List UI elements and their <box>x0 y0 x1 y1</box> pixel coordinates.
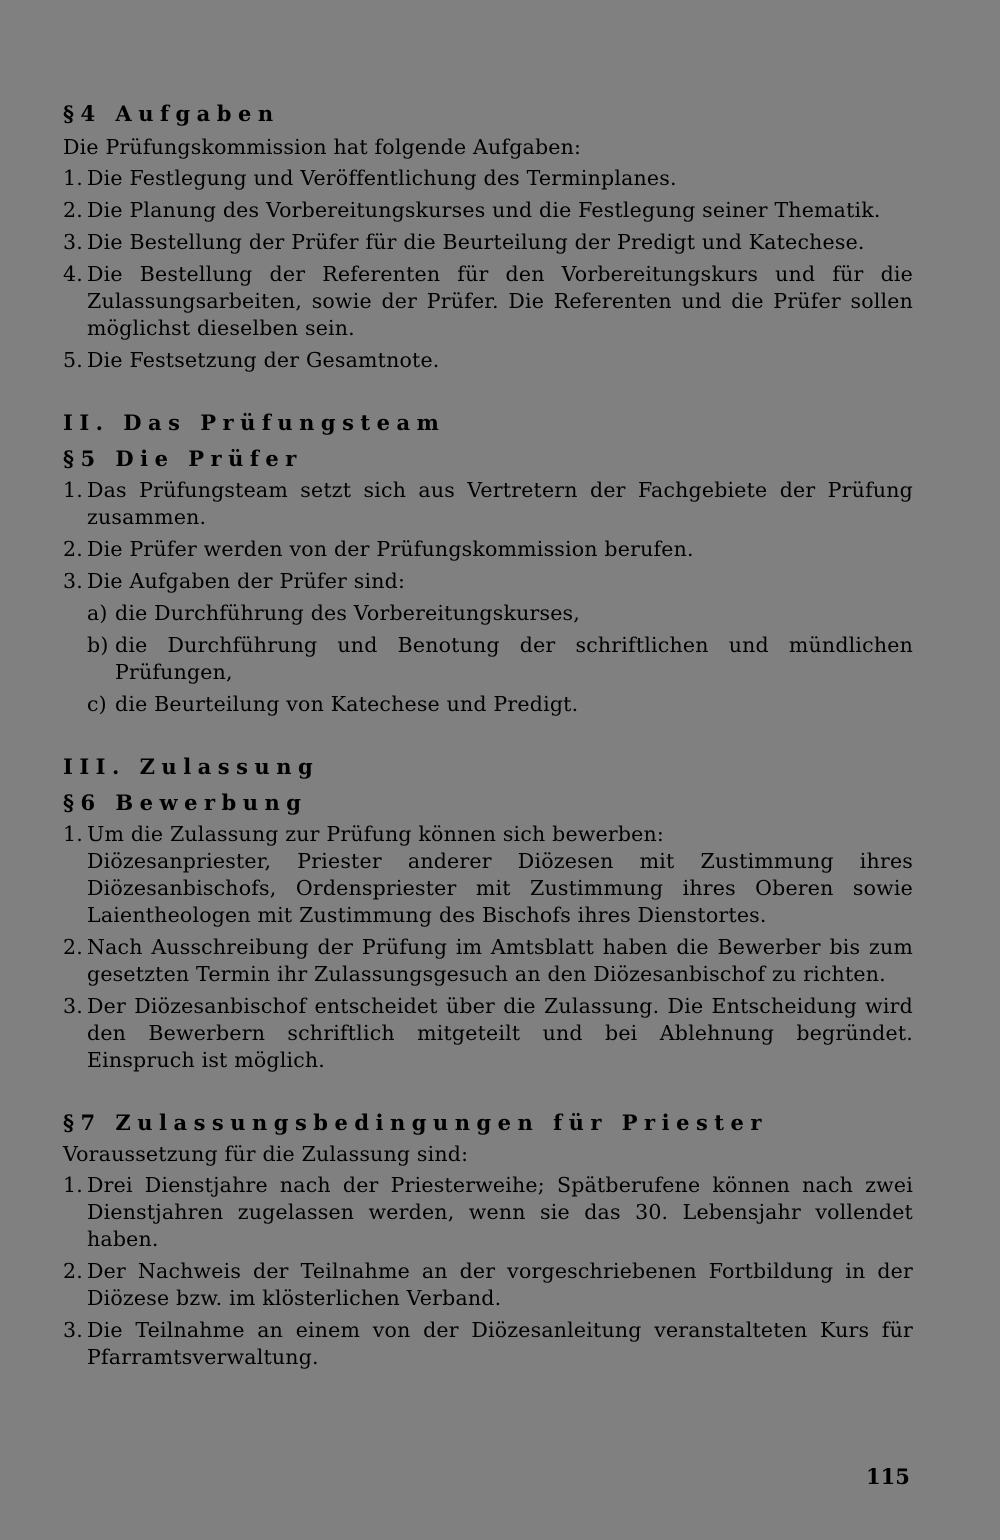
section-heading-s6: §6 Bewerbung <box>63 790 308 815</box>
list-item: 2. Nach Ausschreibung der Prüfung im Amtsblatt haben die Bewerber bis zum gesetzten Termin ihr Zulassungsgesuch an den Diözesanbischof zu richten. <box>63 935 913 986</box>
page-content <box>63 100 913 1376</box>
section-heading-s4: §4 Aufgaben <box>63 101 280 126</box>
page-number: 115 <box>866 1464 910 1489</box>
list-item: 3. Die Teilnahme an einem von der Diözesanleitung veranstalteten Kurs für Pfarramtsverwaltung. <box>63 1318 913 1369</box>
s7-intro: Voraussetzung für die Zulassung sind: <box>63 1142 469 1166</box>
s4-intro: Die Prüfungskommission hat folgende Aufgaben: <box>63 135 582 159</box>
sub-list-item: a) die Durchführung des Vorbereitungskurses, <box>87 601 580 625</box>
list-item: 1. Drei Dienstjahre nach der Priesterweihe; Spätberufene können nach zwei Dienstjahren zugelassen werden, wenn sie das 30. Lebensjahr vollendet haben. <box>63 1173 913 1251</box>
s5-list <box>63 477 913 718</box>
list-item: 1. Die Festlegung und Veröffentlichung des Terminplanes. <box>63 166 677 190</box>
section-heading-s5: §5 Die Prüfer <box>63 446 303 471</box>
s7-list <box>63 1172 913 1371</box>
list-item: 5. Die Festsetzung der Gesamtnote. <box>63 348 440 372</box>
list-item: 3. Die Aufgaben der Prüfer sind: a) die Durchführung des Vorbereitungskurses, b) die Durchführung und Benotung der schriftlichen und mündlichen Prüfungen, c) die Beurteilung von Katechese und Predigt. <box>63 569 913 716</box>
sub-list-item: b) die Durchführung und Benotung der schriftlichen und mündlichen Prüfungen, <box>87 633 913 684</box>
list-item: 2. Die Planung des Vorbereitungskurses und die Festlegung seiner Thematik. <box>63 198 881 222</box>
list-item: 3. Der Diözesanbischof entscheidet über die Zulassung. Die Entscheidung wird den Bewerbern schriftlich mitgeteilt und bei Ablehnung begründet. Einspruch ist möglich. <box>63 994 913 1072</box>
s5-sublist <box>63 600 913 718</box>
list-item: 4. Die Bestellung der Referenten für den Vorbereitungskurs und für die Zulassungsarbeiten, sowie der Prüfer. Die Referenten und die Prüfer sollen möglichst dieselben sein. <box>63 262 913 340</box>
list-item: 1. Um die Zulassung zur Prüfung können sich bewerben: Diözesanpriester, Priester anderer Diözesen mit Zustimmung ihres Diözesanbischofs, Ordenspriester mit Zustimmung ihres Oberen sowie Laientheologen mit Zustimmung des Bischofs ihres Dienstortes. <box>63 822 913 927</box>
list-item: 2. Der Nachweis der Teilnahme an der vorgeschriebenen Fortbildung in der Diözese bzw. im klösterlichen Verband. <box>63 1259 913 1310</box>
s6-list <box>63 821 913 1074</box>
part-heading-3: III. Zulassung <box>63 754 320 779</box>
list-item: 1. Das Prüfungsteam setzt sich aus Vertretern der Fachgebiete der Prüfung zusammen. <box>63 478 913 529</box>
part-heading-2: II. Das Prüfungsteam <box>63 410 446 435</box>
list-item: 2. Die Prüfer werden von der Prüfungskommission berufen. <box>63 537 694 561</box>
sub-list-item: c) die Beurteilung von Katechese und Predigt. <box>87 692 579 716</box>
s4-list <box>63 165 913 374</box>
section-heading-s7: §7 Zulassungsbedingungen für Priester <box>63 1110 768 1135</box>
list-item: 3. Die Bestellung der Prüfer für die Beurteilung der Predigt und Katechese. <box>63 230 865 254</box>
